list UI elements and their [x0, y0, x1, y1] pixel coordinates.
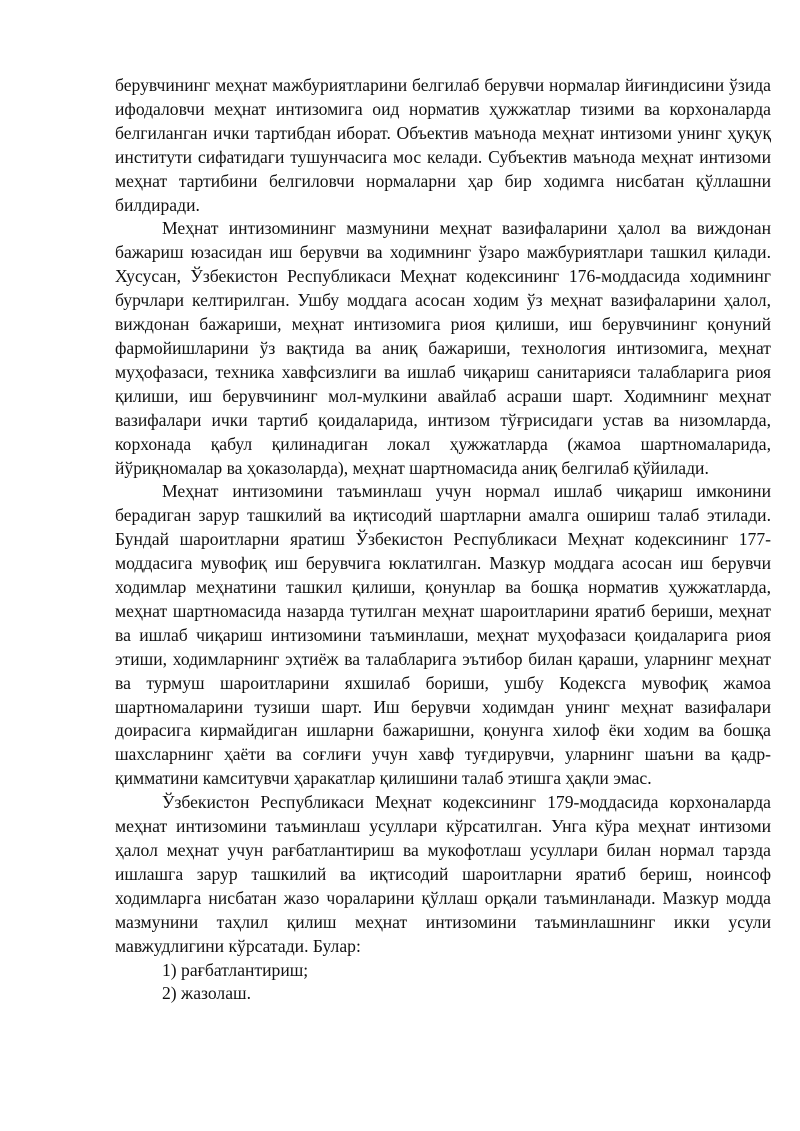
paragraph-labor-discipline-content: Меҳнат интизомининг мазмунини меҳнат вазифаларини ҳалол ва виждонан бажариш юзасидан иш берувчи ва ходимнинг ўзаро мажбуриятлари ташкил қилади. Хусусан, Ўзбекистон Республикаси Меҳнат кодексининг 176-моддасида ходимнинг бурчлари келтирилган. Ушбу моддага асосан ходим ўз меҳнат вазифаларини ҳалол, виждонан бажариши, меҳнат интизомига риоя қилиши, иш берувчининг қонуний фармойишларини ўз вақтида ва аниқ бажариши, технология интизомига, меҳнат муҳофазаси, техника хавфсизлиги ва ишлаб чиқариш санитарияси талабларига риоя қилиши, иш берувчининг мол-мулкини авайлаб асраши шарт. Ходимнинг меҳнат вазифалари ички тартиб қоидаларида, интизом тўғрисидаги устав ва низомларда, корхонада қабул қилинадиган локал ҳужжатларда (жамоа шартномаларида, йўриқномалар ва ҳоказоларда), меҳнат шартномасида аниқ белгилаб қўйилади. — [115, 218, 771, 478]
paragraph-discipline-methods: Ўзбекистон Республикаси Меҳнат кодексининг 179-моддасида корхоналарда меҳнат интизомини таъминлаш усуллари кўрсатилган. Унга кўра меҳнат интизоми ҳалол меҳнат учун рағбатлантириш ва мукофотлаш усуллари билан нормал тарзда ишлашга зарур ташкилий ва иқтисодий шароитларни яратиб бериш, ноинсоф ходимларга нисбатан жазо чораларини қўллаш орқали таъминланади. Мазкур модда мазмунини таҳлил қилиш меҳнат интизомини таъминлашнинг икки усули мавжудлигини кўрсатади. Булар: — [115, 792, 771, 956]
document-body — [115, 74, 771, 1006]
paragraph-continuation: берувчининг меҳнат мажбуриятларини белгилаб берувчи нормалар йиғиндисини ўзида ифодаловчи меҳнат интизомига оид норматив ҳужжатлар тизими ва корхоналарда белгиланган ички тартибдан иборат. Объектив маънода меҳнат интизоми унинг ҳуқуқ институти сифатидаги тушунчасига мос келади. Субъектив маънода меҳнат интизоми меҳнат тартибини белгиловчи нормаларни ҳар бир ходимга нисбатан қўллашни билдиради. — [115, 75, 771, 215]
list-item-punishment: 2) жазолаш. — [162, 983, 251, 1004]
paragraph-employer-obligations: Меҳнат интизомини таъминлаш учун нормал ишлаб чиқариш имконини берадиган зарур ташкилий ва иқтисодий шартларни амалга ошириш талаб этилади. Бундай шароитларни яратиш Ўзбекистон Республикаси Меҳнат кодексининг 177-моддасига мувофиқ иш берувчига юклатилган. Мазкур моддага асосан иш берувчи ходимлар меҳнатини ташкил қилиши, қонунлар ва бошқа норматив ҳужжатларда, меҳнат шартномасида назарда тутилган меҳнат шароитларини яратиб бериши, меҳнат ва ишлаб чиқариш интизомини таъминлаши, меҳнат муҳофазаси қоидаларига риоя этиши, ходимларнинг эҳтиёж ва талабларига эътибор билан қараши, уларнинг меҳнат ва турмуш шароитларини яхшилаб бориши, ушбу Кодексга мувофиқ жамоа шартномаларини тузиши шарт. Иш берувчи ходимдан унинг меҳнат вазифалари доирасига кирмайдиган ишларни бажаришни, қонунга хилоф ёки ходим ва бошқа шахсларнинг ҳаёти ва соғлиғи учун хавф туғдирувчи, уларнинг шаъни ва қадр-қимматини камситувчи ҳаракатлар қилишини талаб этишга ҳақли эмас. — [115, 481, 771, 789]
list-item-encouragement: 1) рағбатлантириш; — [162, 959, 309, 980]
